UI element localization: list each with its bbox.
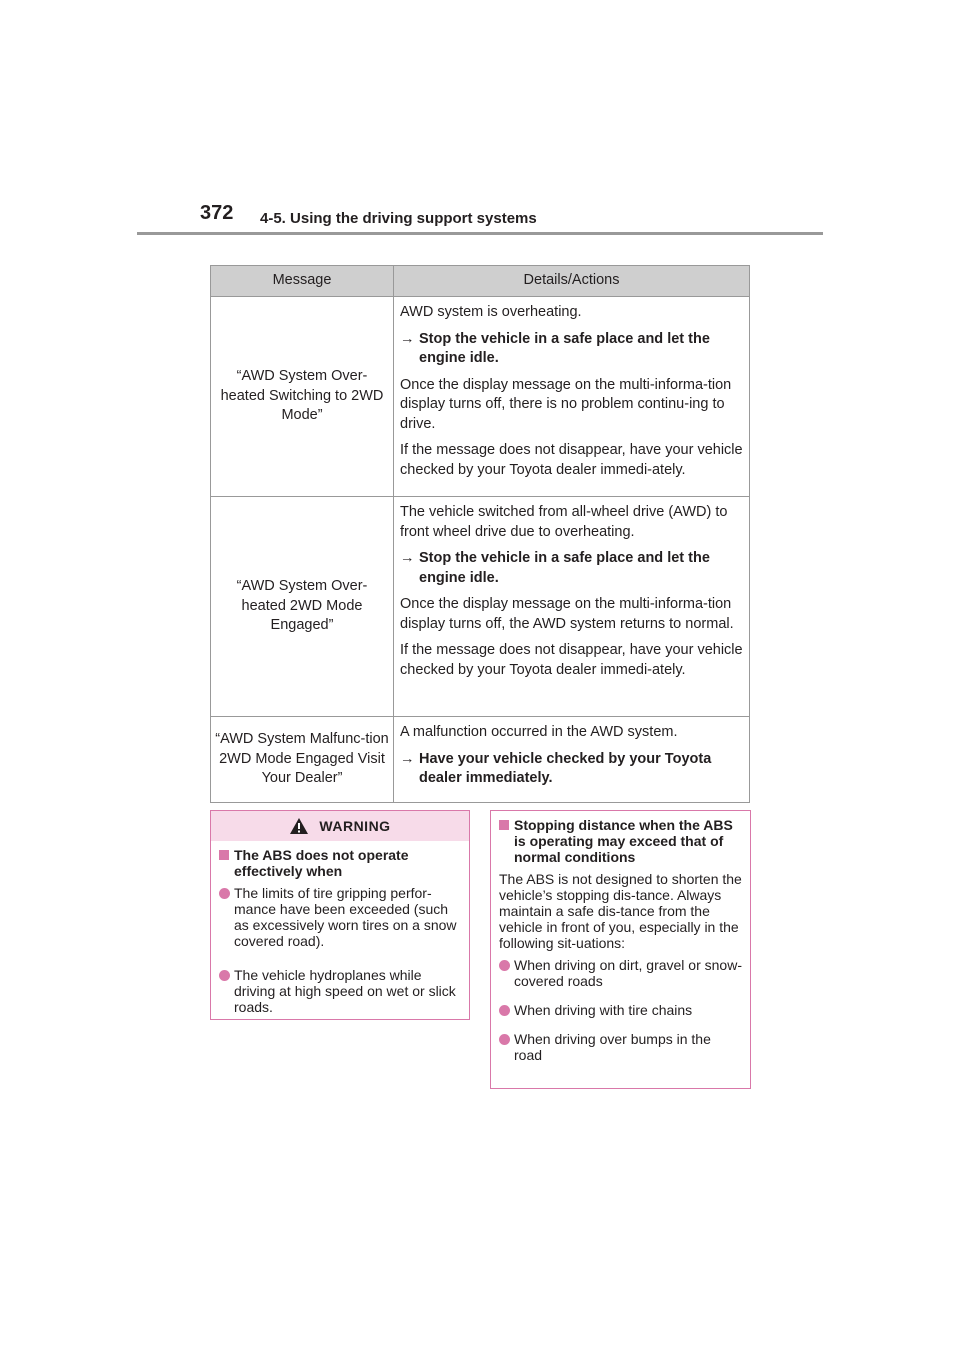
detail-text: Once the display message on the multi-informa-tion display turns off, the AWD system returns to normal. xyxy=(400,596,734,632)
list-item xyxy=(499,957,742,989)
circle-bullet-icon xyxy=(499,960,510,971)
warning-body xyxy=(211,841,469,1015)
arrow-icon: → xyxy=(400,330,415,347)
info-body xyxy=(491,811,750,1063)
list-item-text: The limits of tire gripping perfor-mance have been exceeded (such as excessively worn tires on a snow covered road). xyxy=(234,885,457,949)
circle-bullet-icon xyxy=(499,1005,510,1016)
header-rule xyxy=(137,232,823,235)
circle-bullet-icon xyxy=(219,970,230,981)
message-cell: “AWD System Over-heated Switching to 2WD Mode” xyxy=(211,297,394,497)
detail-text: Once the display message on the multi-informa-tion display turns off, there is no problem continu-ing to drive. xyxy=(400,376,732,432)
message-cell: “AWD System Over-heated 2WD Mode Engaged” xyxy=(211,497,394,717)
info-heading-text: Stopping distance when the ABS is operating may exceed that of normal conditions xyxy=(514,817,733,865)
action-item xyxy=(400,750,743,789)
detail-text: A malfunction occurred in the AWD system. xyxy=(400,724,678,740)
info-text: The ABS is not designed to shorten the vehicle’s stopping dis-tance. Always maintain a safe dis-tance from the vehicle in front of you, especially in the following sit-uations: xyxy=(499,871,742,951)
circle-bullet-icon xyxy=(499,1034,510,1045)
square-bullet-icon xyxy=(499,820,509,830)
table-row xyxy=(211,297,750,497)
warning-triangle-icon xyxy=(289,817,309,835)
square-bullet-icon xyxy=(219,850,229,860)
action-item xyxy=(400,549,743,588)
page-header xyxy=(0,0,960,240)
table-row xyxy=(211,717,750,803)
details-cell xyxy=(394,497,750,717)
info-box xyxy=(490,810,751,1089)
action-item xyxy=(400,330,743,369)
list-item xyxy=(499,1002,742,1018)
list-item xyxy=(499,1031,742,1063)
warning-title: WARNING xyxy=(319,818,391,834)
warning-heading-text: The ABS does not operate effectively when xyxy=(234,847,409,879)
arrow-icon: → xyxy=(400,750,415,767)
detail-text: The vehicle switched from all-wheel drive (AWD) to front wheel drive due to overheating. xyxy=(400,504,728,540)
details-cell xyxy=(394,717,750,803)
column-header-details: Details/Actions xyxy=(394,266,750,297)
list-item-text: The vehicle hydroplanes while driving at high speed on wet or slick roads. xyxy=(234,967,456,1015)
column-header-message: Message xyxy=(211,266,394,297)
warning-heading xyxy=(219,847,461,879)
warning-box xyxy=(210,810,470,1020)
detail-text: If the message does not disappear, have your vehicle checked by your Toyota dealer immedi-ately. xyxy=(400,442,743,478)
message-cell: “AWD System Malfunc-tion 2WD Mode Engaged Visit Your Dealer” xyxy=(211,717,394,803)
list-item xyxy=(219,967,461,1015)
page-number: 372 xyxy=(200,202,234,224)
detail-text: If the message does not disappear, have your vehicle checked by your Toyota dealer immedi-ately. xyxy=(400,642,743,678)
action-text: Have your vehicle checked by your Toyota dealer immediately. xyxy=(419,750,712,786)
list-item-text: When driving on dirt, gravel or snow-covered roads xyxy=(514,957,742,989)
arrow-icon: → xyxy=(400,550,415,566)
table-header-row xyxy=(211,266,750,297)
message-table xyxy=(210,265,750,803)
list-item-text: When driving with tire chains xyxy=(514,1002,693,1018)
action-text: Stop the vehicle in a safe place and let the engine idle. xyxy=(419,550,710,586)
circle-bullet-icon xyxy=(219,888,230,899)
action-text: Stop the vehicle in a safe place and let the engine idle. xyxy=(419,330,710,366)
warning-header xyxy=(211,811,469,841)
details-cell xyxy=(394,297,750,497)
table-row xyxy=(211,497,750,717)
info-heading xyxy=(499,817,742,865)
list-item-text: When driving over bumps in the road xyxy=(514,1031,711,1063)
section-title: 4-5. Using the driving support systems xyxy=(260,210,537,227)
detail-text: AWD system is overheating. xyxy=(400,304,582,320)
list-item xyxy=(219,885,461,949)
